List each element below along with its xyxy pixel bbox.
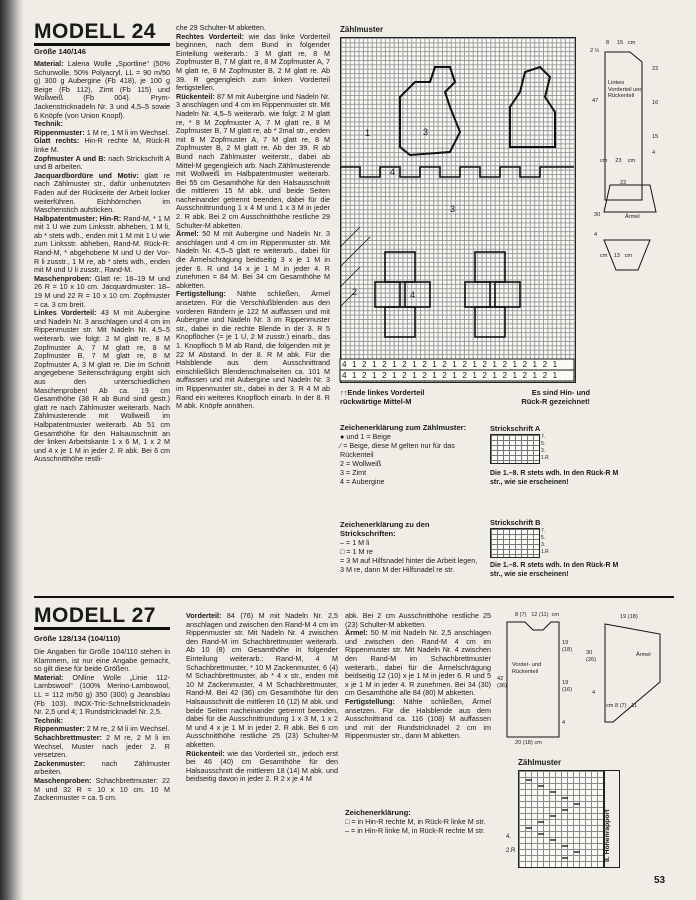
legend-strick-item: □ = 1 M re [340, 547, 373, 556]
legend-count-item: 4 = Aubergine [340, 477, 385, 486]
paragraph-text: Nähte schließen, Ärmel ansetzen. Für die Halsblende aus dem Ausschnittrand ca. 116 (108) M auffassen und mit der Rundstricknadel 2 cm im Rippenmuster str., dann M abketten. [345, 696, 491, 741]
row-label: 1.R [541, 549, 549, 555]
text-paragraph [34, 309, 170, 464]
schema-num: 12 (11) [531, 612, 549, 618]
text-paragraph [345, 612, 491, 629]
schema-side-1: 2 ½ [590, 48, 600, 54]
rapport-label: 8. Höhenrapport [604, 809, 611, 862]
strick-b-label: Strickschrift B [490, 518, 541, 527]
paragraph-text: Die Angaben für Größe 104/110 stehen in Klammern, ist nur eine Angabe gemacht, so gilt diese für beide Größen. [34, 647, 170, 674]
row-label: 3. [541, 448, 546, 454]
strick-b-note: Die 1.–8. R stets wdh. In den Rück-R M str., wie sie erscheinen! [490, 562, 619, 578]
paragraph-text: 43 M mit Aubergine und Nadeln Nr. 3 anschlagen und 4 cm im Rippenmuster str. Mit Nadeln Nr. 4,5–5 weiterarb. wie folgt: 2 M glatt re, 8 M Zopfmuster A, 7 M glatt re, 8 M Zopfmuster B, 7 M glatt re, 8 M Zopfmuster A, 3 M glatt re. Die im Schnitt angegebene Seitenschrägung ergibt sich aus den unterschiedlichen Maschenproben! Ab ca. 19 cm Gesamthöhe (38 R ab Bund sind gestr.) glatt re nach Zählmuster weiterarb. Nach Zählmusterende mit Wollweiß im Halbpatentmuster weiterarb. Ab 51 cm Gesamthöhe für den Halsausschnitt an der linken Arbeitskante 1 x 6 M, 1 x 2 M und 4 x je 1 M in jeder 2. R abk. Bei 6 cm Ausschnitthöhe restli- [34, 308, 170, 464]
schema-num: (36) [497, 682, 507, 689]
schema27-sleeve-label: Ärmel [636, 652, 651, 658]
row-label: 3. [541, 542, 546, 548]
schema-num: cm [551, 612, 560, 618]
strick-b-chart [490, 528, 540, 558]
modell27-legend [345, 808, 491, 835]
schema-num: cm [624, 253, 633, 259]
schema-num: 8 (7) [615, 703, 627, 709]
legend-strick-title: Zeichenerklärung zu den Strickschriften: [340, 520, 430, 538]
schema-num: cm [534, 740, 542, 746]
row-label: 5. [541, 535, 546, 541]
paragraph-label: Maschenproben: [34, 273, 92, 283]
schema-num: (16) [562, 686, 572, 693]
row-label: 5. [541, 441, 546, 447]
text-paragraph [34, 777, 170, 803]
text-paragraph [34, 172, 170, 215]
text-paragraph [176, 290, 330, 410]
modell27-chart-label: Zählmuster [518, 758, 562, 767]
strick-b-rows [541, 528, 549, 556]
schema-num: 19 [620, 614, 627, 620]
schema-num: 42 [497, 676, 504, 682]
schema-num: 19 [562, 680, 569, 686]
strick-a-note: Die 1.–8. R stets wdh. In den Rück-R M str., wie sie erscheinen! [490, 470, 619, 486]
paragraph-text: 2 M re, 2 M li im Wechsel. [84, 724, 170, 734]
paragraph-label: Rechtes Vorderteil: [176, 31, 244, 41]
arrow-up-icon: ↑↑ [340, 388, 348, 397]
chart-number-3b: 3 [450, 204, 456, 214]
modell27-text-column-1 [34, 648, 170, 803]
chart-bottom-row-2: 4 1 2 1 2 1 2 1 2 1 2 1 2 1 2 1 2 1 2 1 2 1 [342, 371, 559, 380]
paragraph-text: 84 (76) M mit Nadeln Nr. 2,5 anschlagen und zwischen den Rand-M 4 cm im Rippenmuster str. Mit Nadeln Nr. 4 zwischen den Rand-M im Schachbrettmuster weiterarb. Ab 10 (8) cm Gesamthöhe in folgender Einteilung weiterarb.: Rand-M, 4 M Schachbrettmuster, * 10 M Zackenmuster, 6 (4) M Schachbrettmuster, ab * 4 x str., enden mit 10 M Zackenmuster, 4 M Schachbrettmuster, Rand-M. Bei 42 (36) cm Gesamthöhe für den Halsausschnitt die mittleren 16 (12) M abk. und beide Seiten nacheinander getrennt beenden, dabei für die Ausschnittrundung 1 x 3 M, 1 x 2 M und 4 x je 1 M in jeder 2. R abk. Bei 6 cm Ausschnitthöhe restliche 25 (23) Schulter-M abketten. [186, 611, 338, 749]
text-paragraph [186, 750, 338, 784]
paragraph-text: 1 M re, 1 M li im Wechsel. [84, 127, 170, 137]
text-paragraph [34, 275, 170, 309]
paragraph-text: glatt re nach Zählmuster str., dafür unbenutzten Faden auf der Rückseite der Arbeit locker weiterführen. Eichhörnchen im Maschenstich aufsticken. [34, 170, 170, 215]
modell27-text-column-2 [186, 612, 338, 784]
text-paragraph [34, 734, 170, 760]
sleeve-bottom [600, 253, 632, 260]
book-spine-shadow [0, 0, 24, 900]
paragraph-text: Rand-M, * 1 M mit 1 U wie zum Linksstr. abheben, 1 M li, ab * stets wdh., enden mit 1 M mit 1 U wie zum Linksstr. abheben, Rand-M. Rück-R: Rand-M, * abgehobene M und U der Vor-R li zusstr., 1 M re, ab * stets wdh., enden mit M und U li zusstr., Rand-M. [34, 213, 170, 275]
paragraph-label: Fertigstellung: [345, 696, 395, 706]
modell24-size: Größe 140/146 [34, 47, 86, 56]
paragraph-label: Schachbrettmuster: [34, 732, 102, 742]
strick-a-chart [490, 434, 540, 464]
row-label: 7. [541, 528, 546, 534]
chart-number-3: 3 [423, 127, 429, 137]
paragraph-text: Lalena Wolle „Sportline“ (50% Schurwolle, 50% Polyacryl, LL = 90 m/50 g) 300 g Aubergine (Fb 418), je 100 g Beige (Fb 112), Zimt (Fb 115) und Wollweiß (Fb 004). Prym-Jackenstricknadeln Nr. 3 und 4,5–5 sowie 6 Knöpfe (von Union Knopf). [34, 59, 170, 120]
schema-num: (18) [562, 646, 572, 653]
legend-count-item: 2 = Wollweiß [340, 459, 382, 468]
paragraph-text: nach Zählmuster arbeiten. [34, 758, 170, 777]
schema-num: (18) [522, 740, 533, 746]
modell24-title: MODELL 24 [34, 20, 156, 43]
schema-num: 8 (7) [515, 612, 527, 618]
paragraph-label: Maschenproben: [34, 775, 92, 785]
paragraph-label: Material: [34, 59, 64, 68]
modell24-chart-motifs [340, 37, 576, 383]
arrow-note-line1: Ende linkes Vorderteil [347, 388, 425, 397]
text-paragraph [34, 674, 170, 717]
schema27-rib: 4 [562, 720, 566, 726]
strick-a-label: Strickschrift A [490, 424, 541, 433]
schema27-sleeve-rib: 4 [592, 690, 596, 696]
schema-num: 20 [515, 740, 522, 746]
schema27-side [562, 640, 572, 653]
paragraph-text: wie das linke Vorderteil beginnen, nach dem Bund in folgender Einteilung weiterarb.: 3 M glatt re, 8 M Zopfmuster B, 7 M glatt re, 8 M Zopfmuster A, 7 M glatt re, 8 M Zopfmuster B, 2 M glatt re. Ab 39. R gegengleich zum linken Vorderteil fertigstellen. [176, 31, 330, 93]
paragraph-text: 50 M mit Aubergine und Nadeln Nr. 3 anschlagen und 4 cm im Rippenmuster str. Mit Nadeln Nr. 4,5–5 glatt re weiterarb., dabei für die Ärmelschrägung beidseitig 3 x je 1 M in jeder 6. R und 14 x je 1 M in jeder 4. R zunehmen = 84 M. Bei 34 cm Gesamthöhe M abketten. [176, 229, 330, 290]
schema27-sleeve-bottom [606, 703, 637, 710]
modell24-chart-label: Zählmuster [340, 25, 384, 34]
paragraph-label: Ärmel: [176, 229, 199, 239]
text-paragraph [176, 93, 330, 231]
modell24-text-column-1 [34, 60, 170, 464]
schema-top [606, 40, 635, 47]
modell27-text-column-3 [345, 612, 491, 741]
paragraph-label: Rückenteil: [186, 748, 225, 758]
schema27-sleeve-top [620, 614, 638, 621]
paragraph-text: abk. Bei 2 cm Ausschnitthöhe restliche 25 (23) Schulter-M abketten. [345, 611, 491, 629]
chart-bottom-row: 4 1 2 1 2 1 2 1 2 1 2 1 2 1 2 1 2 1 2 1 2 1 [342, 360, 559, 369]
paragraph-text: Schachbrettmuster: 22 M und 32 R = 10 x 10 cm. 10 M Zackenmuster = ca. 5 cm. [34, 775, 170, 803]
paragraph-label: Material: [34, 672, 64, 682]
modell27-schema [495, 612, 675, 747]
schema-side-2: 22 [652, 66, 659, 72]
text-paragraph [176, 33, 330, 93]
text-paragraph [186, 612, 338, 750]
schema-side-5: 15 [652, 134, 659, 140]
schema27-front-label: Vorder- und Rückenteil [512, 662, 542, 675]
legend-item: □ = in Hin-R rechte M, in Rück-R linke M str. [345, 817, 486, 826]
paragraph-text: 50 M mit Nadeln Nr. 2,5 anschlagen und zwischen den Rand-M 4 cm im Rippenmuster str. Mit Nadeln Nr. 4 zwischen den Rand-M im Schachbrettmuster weiterarb., dabei für die Ärmelschrägung beidseitig 12 (10) x je 1 M in jeder 6. R und 5 x je 1 M in jeder 4. R zunehmen. Bei 34 (30) cm Gesamthöhe alle 84 (80) M abketten. [345, 628, 491, 698]
legend-strick-item: = 3 M auf Hilfsnadel hinter die Arbeit legen, 3 M re, dann M der Hilfsnadel re str. [340, 556, 478, 574]
chart-number-1: 1 [365, 128, 371, 138]
text-paragraph [176, 230, 330, 290]
schema-side-3: 47 [592, 98, 599, 104]
text-paragraph [34, 60, 170, 120]
modell27-chart-rows [506, 830, 515, 858]
modell24-text-column-2 [176, 24, 330, 411]
paragraph-label: Ärmel: [345, 628, 368, 638]
schema-num: 13 [613, 253, 620, 259]
strick-a-rows [541, 434, 549, 462]
paragraph-text: nach Strickschrift A und B arbeiten. [34, 153, 170, 172]
modell27-title-rule [34, 627, 170, 630]
schema-num: 11 [631, 703, 638, 709]
schema-num: cm [600, 158, 608, 164]
modell24-schema [590, 40, 670, 270]
paragraph-label: Halbpatentmuster: Hin-R: [34, 213, 122, 223]
modell27-legend-title: Zeichenerklärung: [345, 808, 411, 817]
schema27-sleeve-side [586, 650, 596, 663]
text-paragraph [345, 629, 491, 698]
legend-count-title: Zeichenerklärung zum Zählmuster: [340, 423, 467, 432]
schema-num: 30 [586, 650, 593, 656]
legend-count-item: ● und 1 = Beige [340, 432, 391, 441]
schema27-top [515, 612, 559, 619]
text-paragraph [34, 760, 170, 777]
paragraph-label: Rippenmuster: [34, 724, 85, 734]
schema-num: 8 [606, 40, 610, 46]
paragraph-label: Rückenteil: [176, 91, 215, 101]
schema-num: 15 [616, 40, 624, 46]
paragraph-label: Fertigstellung: [176, 289, 226, 299]
section-divider [34, 596, 674, 598]
legend-count [340, 423, 482, 486]
sleeve-top: 22 [620, 180, 627, 186]
sleeve-side: 30 [594, 212, 601, 218]
paragraph-text: Glatt re: 18–19 M und 26 R = 10 x 10 cm. Jacquardmuster: 18–19 M und 22 R = 10 x 10 cm. Zopfmuster = ca. 3 cm breit. [34, 273, 170, 309]
modell27-chart-marks [518, 770, 604, 868]
paragraph-label: Technik: [34, 715, 64, 725]
paragraph-label: Linkes Vorderteil: [34, 308, 97, 318]
row-label: 7. [541, 434, 546, 440]
page-number: 53 [654, 875, 666, 886]
row-label: 2.R [506, 848, 516, 854]
arrow-note-line2: rückwärtige Mittel-M [340, 397, 412, 406]
modell27-title: MODELL 27 [34, 604, 156, 627]
paragraph-label: Technik: [34, 119, 64, 129]
sleeve-label: Ärmel [625, 214, 640, 220]
schema27-bottom [515, 740, 542, 747]
chart-number-4b: 4 [410, 290, 416, 300]
legend-count-item: 3 = Zimt [340, 468, 367, 477]
legend-strick [340, 520, 482, 574]
paragraph-text: ONline Wolle „Linie 112-Lambswool“ (100% Merino-Lambswool, LL = 112 m/50 g) 350 (300) g Jeansblau (Fb 103). INOX-Tric-Schnellstricknadeln Nr. 2,5 und 4; 1 Rundstricknadel Nr. 2,5. [34, 672, 170, 717]
legend-item: – = in Hin-R linke M, in Rück-R rechte M str. [345, 826, 485, 835]
text-paragraph [34, 215, 170, 275]
chart-number-4: 4 [390, 167, 396, 177]
schema-num: cm [606, 703, 614, 709]
arrow-note [340, 388, 480, 406]
paragraph-label: Jacquardbordüre und Motiv: [34, 170, 139, 180]
paragraph-label: Glatt rechts: [34, 136, 80, 146]
schema-num: 23 [615, 158, 622, 164]
paragraph-label: Vorderteil: [186, 611, 222, 620]
chart-hint: Es sind Hin- und Rück-R gezeichnet! [521, 388, 590, 406]
row-label: 1.R [541, 455, 549, 461]
paragraph-text: Hin-R rechte M, Rück-R linke M. [34, 136, 170, 154]
chart-number-2: 2 [352, 287, 358, 297]
paragraph-label: Zopfmuster A und B: [34, 153, 106, 163]
text-paragraph [34, 137, 170, 154]
sleeve-rib: 4 [594, 232, 598, 238]
paragraph-label: Rippenmuster: [34, 127, 85, 137]
paragraph-text: 87 M mit Aubergine und Nadeln Nr. 3 anschlagen und 4 cm im Rippenmuster str. Mit Nadeln Nr. 4,5–5 weiterarb. wie folgt: 2 M glatt re, * 8 M Zopfmuster A, 7 M glatt re, 8 M Zopfmuster B, 7 M glatt re, ab * 2mal str., enden mit 8 M Zopfmuster A, 7 M glatt re, 8 M Zopfmuster B, 2 M glatt re. Ab der 39. R ab Bund nach Zählmuster weiterstr., dabei ab Mittel-M gegengleich arb. Nach Zählmusterende mit Wollweiß im Halbpatentmuster weiterarb. Bei 55 cm Gesamthöhe für den Halsausschnitt die mittleren 15 M abk. und beide Seiten nacheinander getrennt beenden, dabei für die Ausschnittrundung 1 x 4 M und 1 x 3 M in jeder 2. R abk. Bei 2 cm Ausschnitthöhe restliche 29 Schulter-M abketten. [176, 91, 330, 230]
legend-count-item: ⁄ = Beige, diese M gelten nur für das Rückenteil [340, 441, 455, 459]
modell24-title-rule [34, 43, 170, 46]
text-paragraph [345, 698, 491, 741]
legend-strick-item: – = 1 M li [340, 538, 370, 547]
schema-num: cm [627, 158, 636, 164]
schema-num: cm [600, 253, 608, 259]
schema-num: cm [627, 40, 636, 46]
modell27-size: Größe 128/134 (104/110) [34, 634, 121, 643]
paragraph-label: Zackenmuster: [34, 758, 86, 768]
text-paragraph [34, 648, 170, 674]
schema27-mid [562, 680, 572, 693]
paragraph-text: wie das Vorderteil str., jedoch erst bei 46 (40) cm Gesamthöhe für den Halsausschnitt die mittleren 18 (14) M abk. und beidseitig davon in jeder 2. R 2 x je 4 M [186, 748, 338, 784]
schema-side-4: 16 [652, 100, 659, 106]
paragraph-text: che 29 Schulter-M abketten. [176, 23, 266, 32]
schema-piece-label: Linkes Vorderteil und Rückenteil [608, 80, 643, 99]
schema-num: (18) [627, 614, 638, 620]
schema-bottom [600, 158, 635, 165]
schema27-height [497, 676, 507, 689]
schema-num: (26) [586, 656, 596, 663]
schema-side-6: 4 [652, 150, 656, 156]
schema-num: 19 [562, 640, 569, 646]
text-paragraph [34, 155, 170, 172]
paragraph-text: Nähte schließen, Ärmel ansetzen. Für die Verschlußblenden aus den vorderen Rändern je 122 M auffassen und mit Aubergine und Nadeln Nr. 3 im Rippenmuster str., dabei in die rechte Blende in der 3. R 5 Knopflöcher (= je 1 U, 2 M zusstr.) einarb., das 1. Knopfloch 5 M ab Rand, die folgenden mit je 22 M Abstand. In der 8. R M abk. Für die Halsblende aus dem Ausschnittrand einschließlich Blendenschmalseiten ca. 101 M auffassen und mit Aubergine und Nadeln Nr. 3 im Rippenmuster str., dabei in der 3. R 4 M ab Rand ein weiteres Knopfloch einarb. In der 8. R M abk. Knöpfe annähen. [176, 289, 330, 411]
row-label: 4. [506, 834, 512, 840]
paragraph-text: 2 M re, 2 M li im Wechsel, Muster nach jeder 2. R versetzen. [34, 732, 170, 760]
